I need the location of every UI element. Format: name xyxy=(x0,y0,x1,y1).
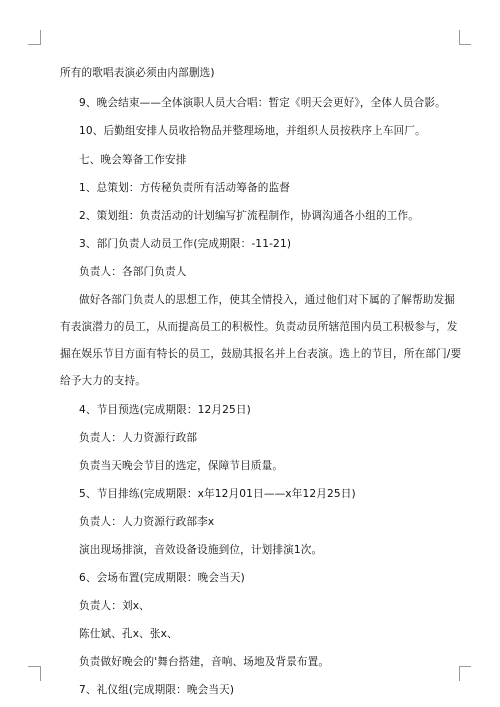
text-line: 5、节目排练(完成期限：x年12月01日——x年12月25日) xyxy=(79,488,356,500)
text-line: 演出现场排演，音效设备设施到位，计划排演1次。 xyxy=(79,544,323,556)
crop-mark-top-left xyxy=(28,44,40,45)
text-line: 做好各部门负责人的思想工作，使其全情投入，通过他们对下属的了解帮助发掘 xyxy=(79,294,456,306)
text-line: 给予大力的支持。 xyxy=(60,375,146,387)
text-line: 负责做好晚会的'舞台搭建，音响、场地及背景布置。 xyxy=(79,656,330,668)
crop-mark-bottom-right xyxy=(459,666,460,681)
crop-mark-bottom-right xyxy=(459,666,471,667)
text-line: 负责人：人力资源行政部李x xyxy=(79,516,215,528)
text-line: 有表演潜力的员工，从而提高员工的积极性。负责动员所辖范围内员工积极参与，发 xyxy=(60,321,458,333)
text-line: 9、晚会结束——全体演职人员大合唱：暂定《明天会更好》，全体人员合影。 xyxy=(79,97,446,109)
text-line: 负责人：人力资源行政部 xyxy=(79,432,198,444)
text-line: 4、节目预选(完成期限：12月25日) xyxy=(79,404,251,416)
text-line: 掘在娱乐节目方面有特长的员工，鼓励其报名并上台表演。选上的节目，所在部门/要 xyxy=(60,348,462,360)
text-line: 1、总策划：方传秘负责所有活动筹备的监督 xyxy=(79,182,291,194)
crop-mark-top-left xyxy=(40,30,41,45)
crop-mark-top-right xyxy=(459,30,460,45)
text-line: 所有的歌唱表演必须由内部删选) xyxy=(60,67,215,79)
text-line: 负责当天晚会节目的选定，保障节目质量。 xyxy=(79,460,284,472)
text-line: 3、部门负责人动员工作(完成期限：-11-21) xyxy=(79,238,292,250)
text-line: 10、后勤组安排人员收拾物品并整理场地，并组织人员按秩序上车回厂。 xyxy=(79,125,426,137)
crop-mark-bottom-left xyxy=(28,666,40,667)
text-line: 6、会场布置(完成期限：晚会当天) xyxy=(79,572,245,584)
crop-mark-top-right xyxy=(459,44,471,45)
text-line: 7、礼仪组(完成期限：晚会当天) xyxy=(79,684,235,696)
text-line: 负责人：刘x、 xyxy=(79,600,150,612)
section-heading: 七、晚会筹备工作安排 xyxy=(79,154,187,166)
text-line: 陈仕斌、孔x、张x、 xyxy=(79,628,178,640)
text-line: 2、策划组：负责活动的计划编写扩流程制作，协调沟通各小组的工作。 xyxy=(79,210,419,222)
text-line: 负责人：各部门负责人 xyxy=(79,266,187,278)
crop-mark-bottom-left xyxy=(40,666,41,681)
